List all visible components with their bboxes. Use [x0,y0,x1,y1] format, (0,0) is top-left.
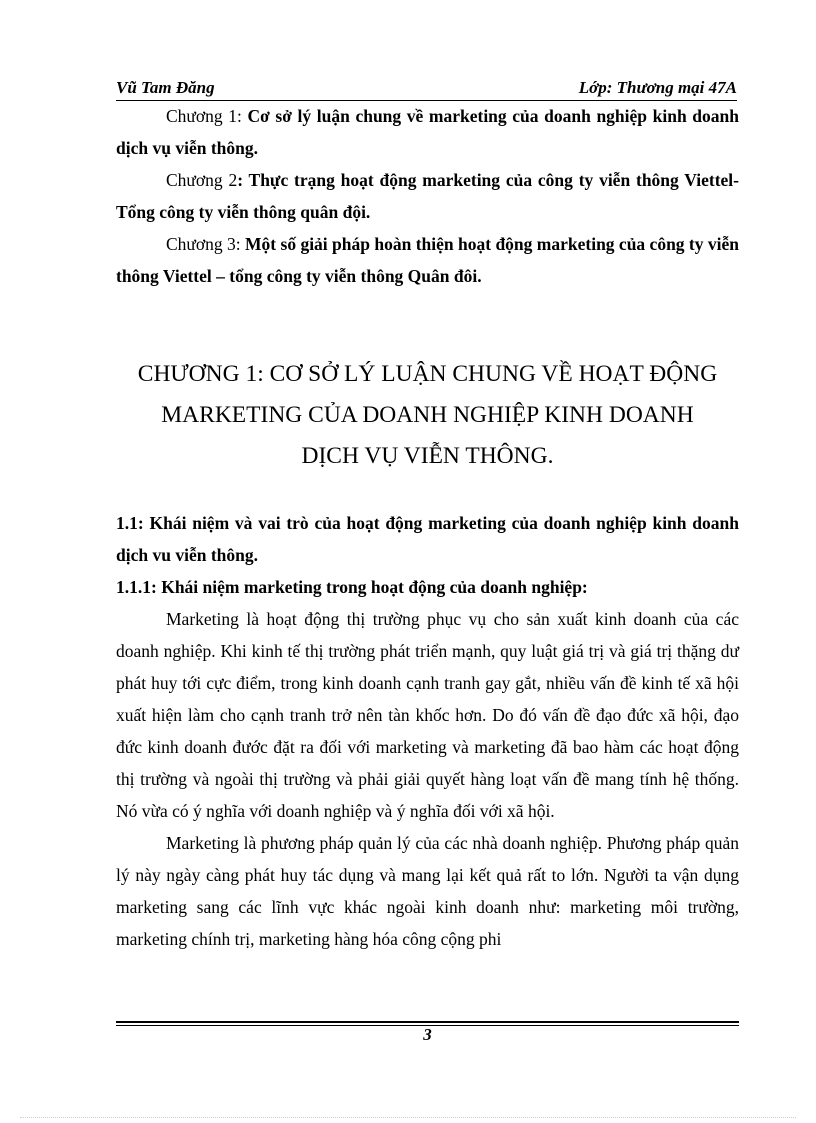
outline-chapter-1-title: Cơ sở lý luận chung về marketing của doanh nghiệp kinh doanh dịch vụ viễn thông. [116,106,739,158]
section-body [116,507,739,955]
page-number: 3 [423,1025,432,1044]
page-header [116,78,737,101]
section-heading-1-1: 1.1: Khái niệm và vai trò của hoạt động marketing của doanh nghiệp kinh doanh dịch vu viễn thông. [116,513,739,565]
page-bottom-dotted-divider [20,1117,796,1118]
outline-chapter-2-title: : Thực trạng hoạt động marketing của công ty viễn thông Viettel- Tổng công ty viễn thông quân đội. [116,170,739,222]
paragraph-2: Marketing là phương pháp quản lý của các nhà doanh nghiệp. Phương pháp quản lý này ngày càng phát huy tác dụng và mang lại kết quả rất to lớn. Người ta vận dụng marketing sang các lĩnh vực khác ngoài kinh doanh như: marketing môi trường, marketing chính trị, marketing hàng hóa công cộng phi [116,833,739,949]
chapter-title-line-3: DỊCH VỤ VIỄN THÔNG. [301,443,554,469]
chapter-title-line-1: CHƯƠNG 1: CƠ SỞ LÝ LUẬN CHUNG VỀ HOẠT ĐỘNG [137,361,718,387]
outline-chapter-3 [116,228,739,292]
paragraph-1: Marketing là hoạt động thị trường phục vụ cho sản xuất kinh doanh của các doanh nghiệp. Khi kinh tế thị trường phát triển mạnh, quy luật giá trị và giá trị thặng dư phát huy tới cực điểm, trong kinh doanh cạnh tranh gay gắt, nhiều vấn đề kinh tế xã hội xuất hiện làm cho cạnh tranh trở nên tàn khốc hơn. Do đó vấn đề đạo đức xã hội, đạo đức kinh doanh đước đặt ra đối với marketing và marketing đã bao hàm các hoạt động thị trường và ngoài thị trường và phải giải quyết hàng loạt vấn đề mang tính hệ thống. Nó vừa có ý nghĩa với doanh nghiệp và ý nghĩa đối với xã hội. [116,609,739,821]
header-author: Vũ Tam Đăng [116,78,215,97]
chapter-outline [116,100,739,292]
chapter-title-line-2: MARKETING CỦA DOANH NGHIỆP KINH DOANH [161,402,694,428]
header-class: Lớp: Thương mại 47A [578,78,737,97]
outline-chapter-1 [116,100,739,164]
outline-chapter-3-title: Một số giải pháp hoàn thiện hoạt động marketing của công ty viễn thông Viettel – tổng công ty viễn thông Quân đôi. [116,234,739,286]
outline-chapter-3-prefix: Chương 3: [166,234,246,254]
outline-chapter-1-prefix: Chương 1: [166,106,248,126]
chapter-title [116,354,739,477]
section-heading-1-1-1: 1.1.1: Khái niệm marketing trong hoạt động của doanh nghiệp: [116,577,588,597]
outline-chapter-2-prefix: Chương 2 [166,170,238,190]
outline-chapter-2 [116,164,739,228]
footer-rule-thick [116,1021,739,1023]
